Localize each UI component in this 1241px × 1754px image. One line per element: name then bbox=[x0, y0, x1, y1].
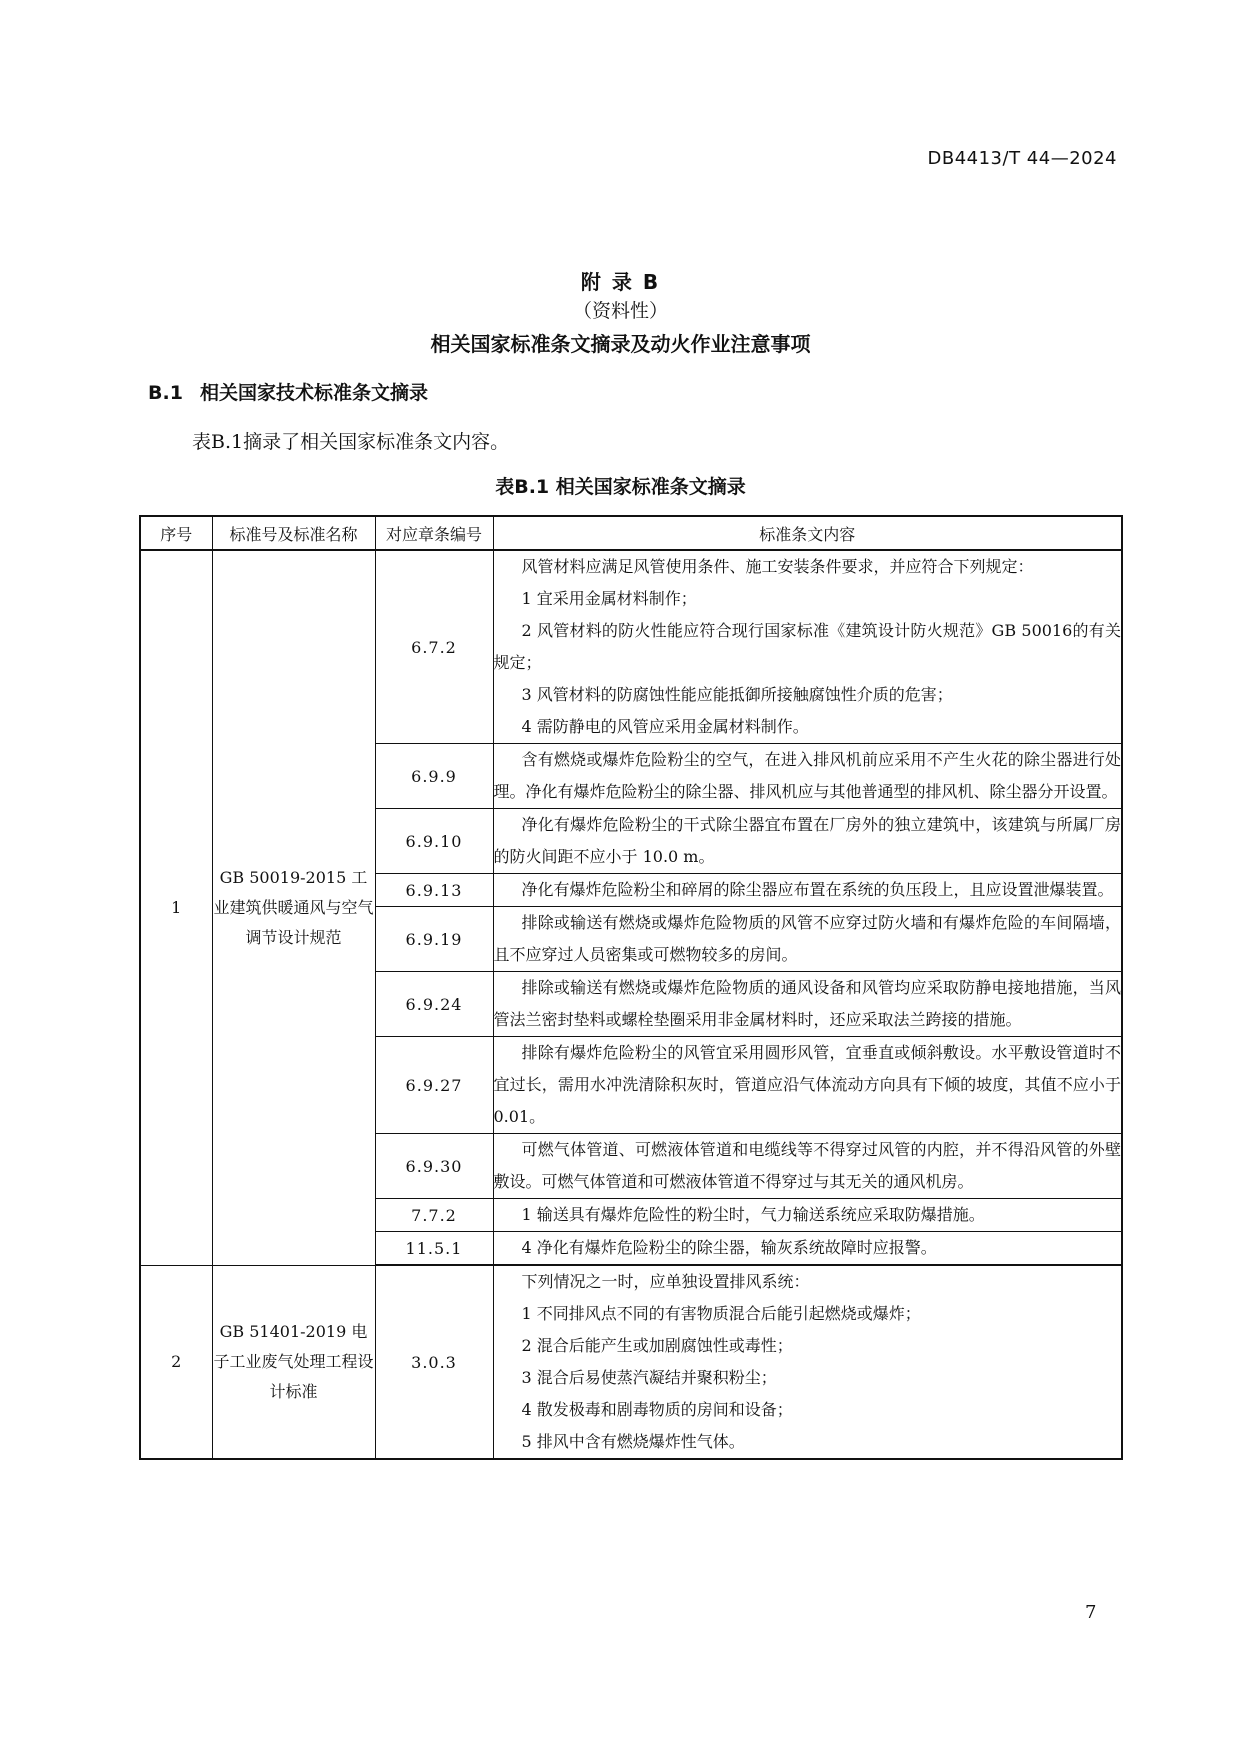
clause-text-line: 风管材料应满足风管使用条件、施工安装条件要求，并应符合下列规定： bbox=[521, 557, 1034, 576]
clause-content-cell bbox=[493, 1199, 1122, 1232]
clause-content-cell bbox=[493, 972, 1122, 1037]
clause-content-cell bbox=[493, 744, 1122, 809]
clause-number-cell: 6.9.27 bbox=[375, 1037, 493, 1134]
clause-text-line: 1 输送具有爆炸危险性的粉尘时，气力输送系统应采取防爆措施。 bbox=[521, 1205, 985, 1224]
clause-content-cell bbox=[493, 809, 1122, 874]
clause-text-line: 3 风管材料的防腐蚀性能应能抵御所接触腐蚀性介质的危害； bbox=[521, 685, 953, 704]
clause-number-cell: 6.9.10 bbox=[375, 809, 493, 874]
clause-text-line: 排除或输送有燃烧或爆炸危险物质的通风设备和风管均应采取防静电接地措施，当风管法兰密封垫料或螺栓垫圈采用非金属材料时，还应采取法兰跨接的措施。 bbox=[493, 978, 1121, 1029]
clause-number-cell: 6.9.30 bbox=[375, 1134, 493, 1199]
table-row bbox=[140, 550, 1122, 744]
clause-text-line: 下列情况之一时，应单独设置排风系统： bbox=[521, 1272, 810, 1291]
clause-content-cell bbox=[493, 1265, 1122, 1459]
clause-number-cell: 3.0.3 bbox=[375, 1265, 493, 1459]
clause-text-line: 2 混合后能产生或加剧腐蚀性或毒性； bbox=[521, 1336, 793, 1355]
clause-text-line: 可燃气体管道、可燃液体管道和电缆线等不得穿过风管的内腔，并不得沿风管的外壁敷设。可燃气体管道和可燃液体管道不得穿过与其无关的通风机房。 bbox=[493, 1140, 1121, 1191]
section-title: 相关国家技术标准条文摘录 bbox=[200, 382, 429, 404]
clause-text-line: 1 不同排风点不同的有害物质混合后能引起燃烧或爆炸； bbox=[521, 1304, 921, 1323]
standards-table bbox=[139, 515, 1123, 1460]
clause-text-line: 2 风管材料的防火性能应符合现行国家标准《建筑设计防火规范》GB 50016的有关规定； bbox=[493, 621, 1121, 672]
clause-number-cell: 6.9.13 bbox=[375, 874, 493, 907]
page-number: 7 bbox=[1085, 1602, 1097, 1623]
header-seq: 序号 bbox=[140, 516, 212, 550]
clause-text-line: 净化有爆炸危险粉尘和碎屑的除尘器应布置在系统的负压段上，且应设置泄爆装置。 bbox=[521, 880, 1114, 899]
standard-name-cell: GB 51401-2019 电子工业废气处理工程设计标准 bbox=[212, 1265, 375, 1459]
intro-paragraph: 表B.1摘录了相关国家标准条文内容。 bbox=[192, 431, 510, 453]
clause-text-line: 排除有爆炸危险粉尘的风管宜采用圆形风管，宜垂直或倾斜敷设。水平敷设管道时不宜过长，需用水冲洗清除积灰时，管道应沿气体流动方向具有下倾的坡度，其值不应小于 0.01。 bbox=[493, 1043, 1121, 1126]
clause-content-cell bbox=[493, 1134, 1122, 1199]
clause-text-line: 净化有爆炸危险粉尘的干式除尘器宜布置在厂房外的独立建筑中，该建筑与所属厂房的防火间距不应小于 10.0 m。 bbox=[493, 815, 1121, 866]
clause-text-line: 排除或输送有燃烧或爆炸危险物质的风管不应穿过防火墙和有爆炸危险的车间隔墙，且不应穿过人员密集或可燃物较多的房间。 bbox=[493, 913, 1121, 964]
header-standard: 标准号及标准名称 bbox=[212, 516, 375, 550]
clause-number-cell: 11.5.1 bbox=[375, 1232, 493, 1266]
clause-number-cell: 6.9.24 bbox=[375, 972, 493, 1037]
clause-number-cell: 7.7.2 bbox=[375, 1199, 493, 1232]
clause-content-cell bbox=[493, 1037, 1122, 1134]
clause-text-line: 5 排风中含有燃烧爆炸性气体。 bbox=[521, 1432, 745, 1451]
clause-text-line: 1 宜采用金属材料制作； bbox=[521, 589, 697, 608]
header-content: 标准条文内容 bbox=[493, 516, 1122, 550]
table-body bbox=[140, 550, 1122, 1459]
table-caption: 表B.1 相关国家标准条文摘录 bbox=[495, 476, 746, 498]
clause-content-cell bbox=[493, 550, 1122, 744]
appendix-title: 相关国家标准条文摘录及动火作业注意事项 bbox=[430, 332, 811, 356]
clause-number-cell: 6.7.2 bbox=[375, 550, 493, 744]
clause-text-line: 4 净化有爆炸危险粉尘的除尘器，输灰系统故障时应报警。 bbox=[521, 1238, 937, 1257]
appendix-label: 附 录 B bbox=[580, 270, 661, 294]
clause-text-line: 含有燃烧或爆炸危险粉尘的空气，在进入排风机前应采用不产生火花的除尘器进行处理。净化有爆炸危险粉尘的除尘器、排风机应与其他普通型的排风机、除尘器分开设置。 bbox=[493, 750, 1121, 801]
header-clause: 对应章条编号 bbox=[375, 516, 493, 550]
clause-text-line: 4 散发极毒和剧毒物质的房间和设备； bbox=[521, 1400, 793, 1419]
clause-text-line: 3 混合后易使蒸汽凝结并聚积粉尘； bbox=[521, 1368, 777, 1387]
table-header-row bbox=[140, 516, 1122, 550]
clause-content-cell bbox=[493, 1232, 1122, 1266]
clause-text-line: 4 需防静电的风管应采用金属材料制作。 bbox=[521, 717, 809, 736]
section-heading bbox=[148, 378, 428, 405]
document-code: DB4413/T 44—2024 bbox=[927, 148, 1117, 169]
section-number: B.1 bbox=[148, 382, 183, 404]
clause-content-cell bbox=[493, 907, 1122, 972]
clause-number-cell: 6.9.9 bbox=[375, 744, 493, 809]
standard-name-cell: GB 50019-2015 工业建筑供暖通风与空气调节设计规范 bbox=[212, 550, 375, 1265]
seq-cell: 2 bbox=[140, 1265, 212, 1459]
seq-cell: 1 bbox=[140, 550, 212, 1265]
clause-number-cell: 6.9.19 bbox=[375, 907, 493, 972]
clause-content-cell bbox=[493, 874, 1122, 907]
table-row bbox=[140, 1265, 1122, 1459]
appendix-nature: （资料性） bbox=[572, 300, 668, 322]
